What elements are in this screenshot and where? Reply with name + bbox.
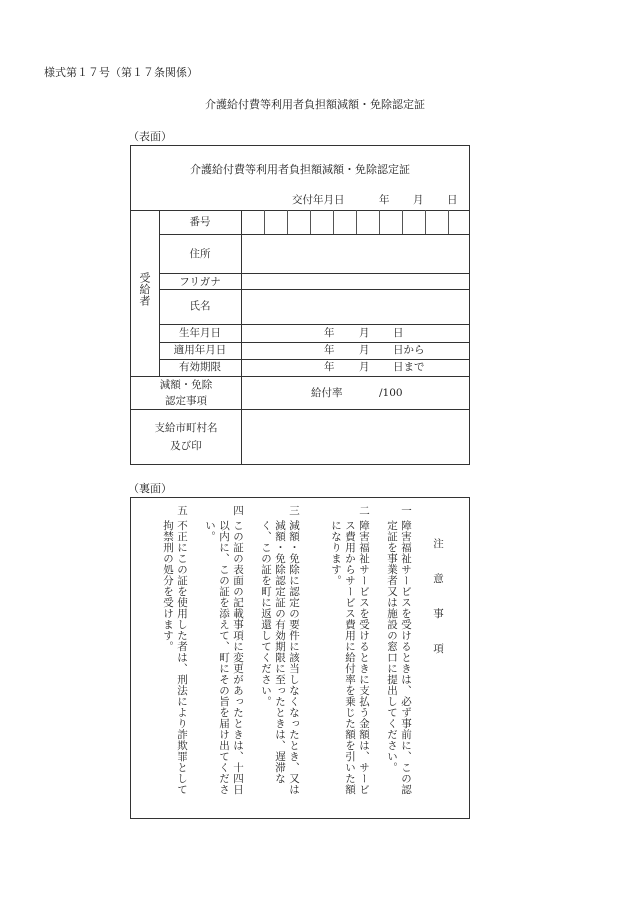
issue-date-month: 月 [413, 194, 424, 206]
start-date-label: 適用年月日 [173, 344, 227, 356]
start-month-unit: 月 [359, 344, 370, 356]
note-2-number: 二 [358, 505, 370, 516]
name-label: 氏名 [189, 300, 211, 312]
notes-heading: 注 意 事 項 [432, 538, 444, 661]
note-3-text: 減額・免除に認定の要件に該当しなくなったとき、又は減額・免除認定証の有効期限に至ったときは、遅滞なく、この証を町に返還してください。 [260, 520, 300, 795]
note-1-number: 一 [400, 505, 412, 516]
expiry-month-unit: 月 [359, 361, 370, 373]
start-day-from: 日から [393, 344, 425, 356]
recipient-group-label: 受給者 [138, 272, 151, 307]
issue-date-label: 交付年月日 [292, 194, 345, 206]
note-4-text: この証の表面の記載事項に変更があったときは、十四日以内に、この証を添えて、町にその旨を届け出てください。 [204, 520, 244, 795]
benefit-rate-label: 給付率 [311, 387, 343, 399]
municipality-label-line2: 及び印 [170, 440, 202, 452]
benefit-rate-denominator: /100 [379, 387, 403, 399]
birth-month-unit: 月 [359, 327, 370, 339]
reduction-label-line2: 認定事項 [165, 395, 207, 407]
note-4-number: 四 [232, 505, 244, 516]
document-title: 介護給付費等利用者負担額減額・免除認定証 [205, 98, 425, 111]
back-notes-card [130, 497, 470, 819]
back-side-label: （裏面） [128, 482, 172, 495]
issue-date-year: 年 [379, 194, 390, 206]
municipality-label-line1: 支給市町村名 [154, 422, 218, 434]
note-2-text: 障害福祉サービスを受けるときに支払う金額は、サービス費用からサービス費用に給付率を乗じた額を引いた額になります。 [330, 520, 370, 795]
form-number: 様式第１７号（第１７条関係） [44, 66, 198, 79]
card-title: 介護給付費等利用者負担額減額・免除認定証 [190, 163, 410, 176]
note-5-text: 不正にこの証を使用した者は、刑法により詐欺罪として拘禁刑の処分を受けます。 [162, 520, 188, 795]
expiry-day-until: 日まで [393, 361, 425, 373]
front-side-label: （表面） [128, 130, 172, 143]
note-1-text: 障害福祉サービスを受けるときは、必ず事前に、この認定証を事業者又は施設の窓口に提出してください。 [386, 520, 412, 795]
front-certificate-card [130, 145, 470, 465]
birth-date-label: 生年月日 [179, 327, 221, 339]
number-label: 番号 [189, 216, 211, 228]
birth-year-unit: 年 [324, 327, 335, 339]
issue-date-day: 日 [447, 194, 458, 206]
start-year-unit: 年 [324, 344, 335, 356]
expiry-label: 有効期限 [179, 361, 221, 373]
note-5-number: 五 [176, 505, 188, 516]
furigana-label: フリガナ [179, 276, 221, 288]
note-3-number: 三 [288, 505, 300, 516]
address-label: 住所 [189, 248, 211, 260]
expiry-year-unit: 年 [324, 361, 335, 373]
birth-day-unit: 日 [393, 327, 404, 339]
reduction-label-line1: 減額・免除 [159, 379, 213, 391]
